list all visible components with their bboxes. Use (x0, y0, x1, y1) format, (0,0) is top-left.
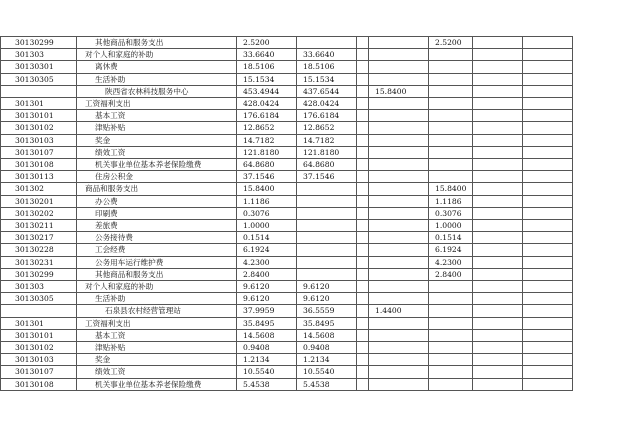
row-total-cell: 64.8680 (237, 159, 297, 171)
row-goods-cell (429, 305, 473, 317)
row-basic-cell: 15.1534 (297, 73, 357, 85)
row-basic-cell (297, 268, 357, 280)
row-extra-cell (523, 281, 573, 293)
row-goods-cell (429, 293, 473, 305)
row-name-cell: 生活补助 (77, 73, 237, 85)
row-code-cell (1, 85, 77, 97)
row-project-cell (369, 73, 429, 85)
row-total-cell: 9.6120 (237, 281, 297, 293)
row-project-cell (369, 122, 429, 134)
row-basic-cell: 428.0424 (297, 98, 357, 110)
table-row (1, 37, 573, 49)
row-total-cell: 1.2134 (237, 354, 297, 366)
row-goods-cell (429, 122, 473, 134)
row-code-cell: 301303 (1, 49, 77, 61)
row-extra-cell (473, 305, 523, 317)
row-extra-cell (473, 342, 523, 354)
row-extra-cell (473, 122, 523, 134)
row-extra-cell (523, 220, 573, 232)
row-name-cell: 奖金 (77, 354, 237, 366)
row-extra-cell (523, 37, 573, 49)
row-basic-cell: 5.4538 (297, 378, 357, 390)
row-project-cell (369, 293, 429, 305)
row-goods-cell: 15.8400 (429, 183, 473, 195)
row-spacer-cell (357, 268, 369, 280)
table-row (1, 195, 573, 207)
table-row (1, 268, 573, 280)
row-extra-cell (523, 366, 573, 378)
row-code-cell: 30130228 (1, 244, 77, 256)
row-project-cell (369, 171, 429, 183)
row-total-cell: 5.4538 (237, 378, 297, 390)
table-row (1, 85, 573, 97)
row-total-cell: 121.8180 (237, 146, 297, 158)
row-name-cell: 工会经费 (77, 244, 237, 256)
row-total-cell: 0.9408 (237, 342, 297, 354)
row-code-cell: 30130107 (1, 146, 77, 158)
row-extra-cell (523, 134, 573, 146)
row-code-cell: 30130305 (1, 73, 77, 85)
row-spacer-cell (357, 61, 369, 73)
row-extra-cell (473, 49, 523, 61)
row-goods-cell (429, 49, 473, 61)
row-spacer-cell (357, 73, 369, 85)
row-basic-cell (297, 220, 357, 232)
row-goods-cell (429, 159, 473, 171)
row-total-cell: 18.5106 (237, 61, 297, 73)
table-row (1, 354, 573, 366)
row-extra-cell (523, 378, 573, 390)
table-row (1, 293, 573, 305)
row-spacer-cell (357, 195, 369, 207)
row-extra-cell (473, 366, 523, 378)
row-name-cell: 基本工资 (77, 329, 237, 341)
table-row (1, 244, 573, 256)
row-basic-cell (297, 37, 357, 49)
row-goods-cell (429, 354, 473, 366)
row-project-cell (369, 220, 429, 232)
row-extra-cell (473, 146, 523, 158)
row-basic-cell: 33.6640 (297, 49, 357, 61)
row-name-cell: 公务接待费 (77, 232, 237, 244)
row-project-cell (369, 61, 429, 73)
row-total-cell: 14.5608 (237, 329, 297, 341)
row-name-cell: 津贴补贴 (77, 122, 237, 134)
row-total-cell: 176.6184 (237, 110, 297, 122)
row-code-cell: 30130217 (1, 232, 77, 244)
row-code-cell: 30130113 (1, 171, 77, 183)
row-extra-cell (473, 220, 523, 232)
table-row (1, 329, 573, 341)
row-extra-cell (523, 293, 573, 305)
row-basic-cell: 35.8495 (297, 317, 357, 329)
row-total-cell: 10.5540 (237, 366, 297, 378)
row-goods-cell (429, 146, 473, 158)
row-total-cell: 1.0000 (237, 220, 297, 232)
row-name-cell: 机关事业单位基本养老保险缴费 (77, 378, 237, 390)
row-name-cell: 生活补助 (77, 293, 237, 305)
row-goods-cell (429, 85, 473, 97)
row-spacer-cell (357, 293, 369, 305)
row-spacer-cell (357, 342, 369, 354)
row-basic-cell: 18.5106 (297, 61, 357, 73)
row-total-cell: 4.2300 (237, 256, 297, 268)
row-basic-cell: 64.8680 (297, 159, 357, 171)
row-extra-cell (473, 159, 523, 171)
row-total-cell: 0.1514 (237, 232, 297, 244)
row-total-cell: 1.1186 (237, 195, 297, 207)
row-spacer-cell (357, 146, 369, 158)
row-extra-cell (473, 354, 523, 366)
row-goods-cell: 1.1186 (429, 195, 473, 207)
row-name-cell: 其他商品和服务支出 (77, 268, 237, 280)
row-basic-cell (297, 232, 357, 244)
row-extra-cell (523, 183, 573, 195)
row-extra-cell (473, 329, 523, 341)
row-goods-cell (429, 73, 473, 85)
row-spacer-cell (357, 317, 369, 329)
row-name-cell: 石泉县农村经营管理站 (77, 305, 237, 317)
row-extra-cell (523, 73, 573, 85)
row-code-cell: 30130202 (1, 207, 77, 219)
row-name-cell: 工资福利支出 (77, 317, 237, 329)
row-project-cell (369, 183, 429, 195)
expenditure-table (0, 36, 573, 391)
row-project-cell (369, 207, 429, 219)
row-spacer-cell (357, 232, 369, 244)
row-spacer-cell (357, 85, 369, 97)
row-project-cell (369, 268, 429, 280)
row-project-cell (369, 342, 429, 354)
row-project-cell: 1.4400 (369, 305, 429, 317)
table-row (1, 305, 573, 317)
row-total-cell: 6.1924 (237, 244, 297, 256)
row-spacer-cell (357, 171, 369, 183)
table-row (1, 220, 573, 232)
row-code-cell: 30130301 (1, 61, 77, 73)
row-spacer-cell (357, 183, 369, 195)
row-spacer-cell (357, 159, 369, 171)
row-spacer-cell (357, 354, 369, 366)
row-goods-cell: 2.5200 (429, 37, 473, 49)
table-row (1, 183, 573, 195)
row-name-cell: 离休费 (77, 61, 237, 73)
row-total-cell: 14.7182 (237, 134, 297, 146)
row-total-cell: 2.8400 (237, 268, 297, 280)
row-total-cell: 0.3076 (237, 207, 297, 219)
row-basic-cell: 176.6184 (297, 110, 357, 122)
row-spacer-cell (357, 98, 369, 110)
row-extra-cell (523, 171, 573, 183)
row-spacer-cell (357, 244, 369, 256)
row-code-cell: 30130299 (1, 37, 77, 49)
row-spacer-cell (357, 122, 369, 134)
row-extra-cell (523, 146, 573, 158)
row-project-cell (369, 281, 429, 293)
row-code-cell: 30130101 (1, 110, 77, 122)
row-extra-cell (473, 134, 523, 146)
row-extra-cell (523, 49, 573, 61)
row-extra-cell (473, 85, 523, 97)
row-extra-cell (523, 329, 573, 341)
row-goods-cell: 4.2300 (429, 256, 473, 268)
row-goods-cell: 2.8400 (429, 268, 473, 280)
row-extra-cell (473, 293, 523, 305)
row-name-cell: 津贴补贴 (77, 342, 237, 354)
row-name-cell: 机关事业单位基本养老保险缴费 (77, 159, 237, 171)
row-code-cell: 30130201 (1, 195, 77, 207)
table-row (1, 146, 573, 158)
row-basic-cell: 1.2134 (297, 354, 357, 366)
row-code-cell: 30130103 (1, 354, 77, 366)
table-row (1, 317, 573, 329)
row-name-cell: 绩效工资 (77, 146, 237, 158)
table-row (1, 232, 573, 244)
row-extra-cell (473, 317, 523, 329)
row-basic-cell: 36.5559 (297, 305, 357, 317)
row-code-cell: 30130101 (1, 329, 77, 341)
row-project-cell (369, 146, 429, 158)
row-extra-cell (473, 73, 523, 85)
row-code-cell: 30130108 (1, 159, 77, 171)
table-row (1, 366, 573, 378)
row-spacer-cell (357, 207, 369, 219)
row-code-cell: 301301 (1, 98, 77, 110)
row-project-cell (369, 110, 429, 122)
row-name-cell: 奖金 (77, 134, 237, 146)
row-extra-cell (523, 256, 573, 268)
row-goods-cell: 0.1514 (429, 232, 473, 244)
row-name-cell: 商品和服务支出 (77, 183, 237, 195)
row-total-cell: 428.0424 (237, 98, 297, 110)
table-row (1, 61, 573, 73)
row-extra-cell (473, 61, 523, 73)
row-code-cell: 30130102 (1, 342, 77, 354)
row-extra-cell (523, 342, 573, 354)
row-extra-cell (473, 244, 523, 256)
row-name-cell: 差旅费 (77, 220, 237, 232)
row-goods-cell (429, 171, 473, 183)
row-name-cell: 工资福利支出 (77, 98, 237, 110)
row-code-cell: 30130231 (1, 256, 77, 268)
row-project-cell (369, 256, 429, 268)
table-row (1, 378, 573, 390)
row-project-cell (369, 329, 429, 341)
row-basic-cell: 9.6120 (297, 281, 357, 293)
table-row (1, 134, 573, 146)
row-code-cell: 30130103 (1, 134, 77, 146)
row-code-cell: 30130102 (1, 122, 77, 134)
row-basic-cell (297, 256, 357, 268)
row-extra-cell (473, 37, 523, 49)
row-name-cell: 办公费 (77, 195, 237, 207)
row-name-cell: 基本工资 (77, 110, 237, 122)
row-total-cell: 453.4944 (237, 85, 297, 97)
row-project-cell (369, 98, 429, 110)
row-code-cell: 30130305 (1, 293, 77, 305)
row-extra-cell (523, 207, 573, 219)
row-basic-cell: 0.9408 (297, 342, 357, 354)
row-goods-cell: 0.3076 (429, 207, 473, 219)
row-extra-cell (473, 207, 523, 219)
row-total-cell: 12.8652 (237, 122, 297, 134)
row-total-cell: 35.8495 (237, 317, 297, 329)
row-extra-cell (523, 159, 573, 171)
row-extra-cell (523, 354, 573, 366)
row-total-cell: 15.1534 (237, 73, 297, 85)
row-name-cell: 对个人和家庭的补助 (77, 49, 237, 61)
row-extra-cell (473, 195, 523, 207)
row-goods-cell: 1.0000 (429, 220, 473, 232)
table-row (1, 49, 573, 61)
row-extra-cell (473, 98, 523, 110)
row-basic-cell (297, 183, 357, 195)
row-total-cell: 9.6120 (237, 293, 297, 305)
table-row (1, 110, 573, 122)
row-extra-cell (473, 268, 523, 280)
row-name-cell: 公务用车运行维护费 (77, 256, 237, 268)
row-total-cell: 37.1546 (237, 171, 297, 183)
table-row (1, 256, 573, 268)
row-basic-cell: 14.5608 (297, 329, 357, 341)
row-spacer-cell (357, 256, 369, 268)
row-basic-cell: 9.6120 (297, 293, 357, 305)
row-code-cell (1, 305, 77, 317)
row-project-cell (369, 378, 429, 390)
row-spacer-cell (357, 134, 369, 146)
row-spacer-cell (357, 110, 369, 122)
budget-table (0, 36, 573, 391)
row-spacer-cell (357, 305, 369, 317)
row-basic-cell: 437.6544 (297, 85, 357, 97)
row-name-cell: 住房公积金 (77, 171, 237, 183)
row-code-cell: 30130108 (1, 378, 77, 390)
row-project-cell (369, 317, 429, 329)
row-spacer-cell (357, 378, 369, 390)
row-project-cell (369, 354, 429, 366)
row-extra-cell (523, 232, 573, 244)
row-extra-cell (523, 244, 573, 256)
row-basic-cell (297, 244, 357, 256)
row-code-cell: 30130299 (1, 268, 77, 280)
row-project-cell (369, 134, 429, 146)
row-spacer-cell (357, 220, 369, 232)
row-extra-cell (473, 256, 523, 268)
row-basic-cell: 12.8652 (297, 122, 357, 134)
row-name-cell: 陕西省农林科技服务中心 (77, 85, 237, 97)
row-goods-cell (429, 317, 473, 329)
row-total-cell: 15.8400 (237, 183, 297, 195)
row-goods-cell: 6.1924 (429, 244, 473, 256)
row-goods-cell (429, 281, 473, 293)
row-name-cell: 其他商品和服务支出 (77, 37, 237, 49)
table-row (1, 171, 573, 183)
row-extra-cell (523, 98, 573, 110)
row-project-cell (369, 232, 429, 244)
table-row (1, 159, 573, 171)
row-project-cell (369, 195, 429, 207)
row-spacer-cell (357, 49, 369, 61)
row-goods-cell (429, 98, 473, 110)
row-basic-cell: 10.5540 (297, 366, 357, 378)
row-project-cell (369, 159, 429, 171)
row-extra-cell (473, 171, 523, 183)
row-extra-cell (473, 281, 523, 293)
row-extra-cell (523, 268, 573, 280)
row-extra-cell (523, 110, 573, 122)
row-project-cell (369, 244, 429, 256)
row-project-cell: 15.8400 (369, 85, 429, 97)
row-extra-cell (523, 317, 573, 329)
row-code-cell: 30130211 (1, 220, 77, 232)
row-goods-cell (429, 342, 473, 354)
row-extra-cell (523, 122, 573, 134)
row-extra-cell (473, 232, 523, 244)
row-basic-cell: 14.7182 (297, 134, 357, 146)
row-total-cell: 33.6640 (237, 49, 297, 61)
row-code-cell: 301302 (1, 183, 77, 195)
row-basic-cell (297, 195, 357, 207)
row-spacer-cell (357, 281, 369, 293)
row-code-cell: 30130107 (1, 366, 77, 378)
row-extra-cell (473, 378, 523, 390)
row-basic-cell: 37.1546 (297, 171, 357, 183)
row-code-cell: 301301 (1, 317, 77, 329)
row-extra-cell (523, 85, 573, 97)
row-extra-cell (523, 61, 573, 73)
table-row (1, 342, 573, 354)
row-code-cell: 301303 (1, 281, 77, 293)
row-extra-cell (523, 305, 573, 317)
row-goods-cell (429, 378, 473, 390)
table-row (1, 98, 573, 110)
row-extra-cell (473, 110, 523, 122)
table-row (1, 122, 573, 134)
row-goods-cell (429, 110, 473, 122)
row-name-cell: 对个人和家庭的补助 (77, 281, 237, 293)
row-goods-cell (429, 366, 473, 378)
row-basic-cell: 121.8180 (297, 146, 357, 158)
row-spacer-cell (357, 329, 369, 341)
table-row (1, 73, 573, 85)
row-project-cell (369, 49, 429, 61)
row-basic-cell (297, 207, 357, 219)
row-name-cell: 印刷费 (77, 207, 237, 219)
row-goods-cell (429, 329, 473, 341)
row-spacer-cell (357, 37, 369, 49)
row-project-cell (369, 37, 429, 49)
row-total-cell: 37.9959 (237, 305, 297, 317)
table-row (1, 281, 573, 293)
row-name-cell: 绩效工资 (77, 366, 237, 378)
row-extra-cell (523, 195, 573, 207)
row-total-cell: 2.5200 (237, 37, 297, 49)
row-spacer-cell (357, 366, 369, 378)
row-project-cell (369, 366, 429, 378)
row-goods-cell (429, 134, 473, 146)
row-goods-cell (429, 61, 473, 73)
table-row (1, 207, 573, 219)
row-extra-cell (473, 183, 523, 195)
